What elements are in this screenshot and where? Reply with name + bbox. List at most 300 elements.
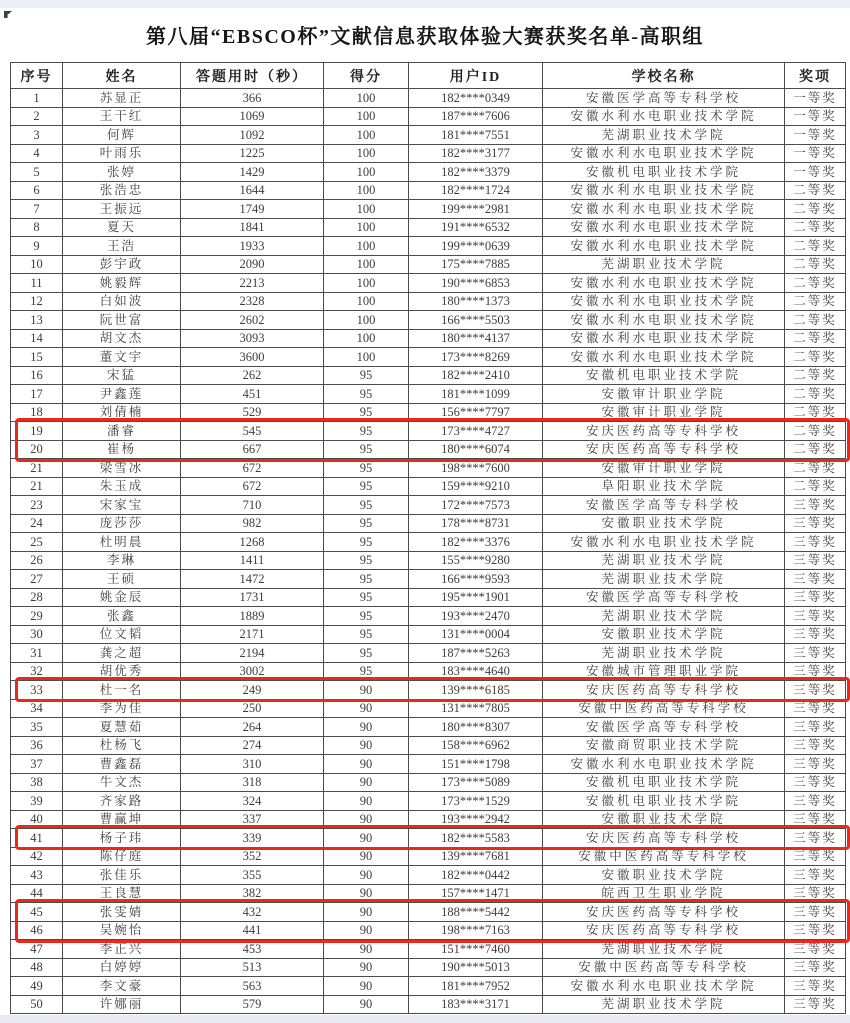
cell-time: 529 — [181, 403, 324, 422]
table-row — [11, 736, 846, 755]
cell-rank: 10 — [11, 255, 63, 274]
cell-name: 梁雪冰 — [63, 459, 181, 478]
cell-user-id: 182****2410 — [409, 366, 543, 385]
table-row — [11, 977, 846, 996]
cell-award: 三等奖 — [785, 514, 846, 533]
cell-rank: 46 — [11, 921, 63, 940]
cell-award: 三等奖 — [785, 570, 846, 589]
cell-name: 姚毅辉 — [63, 274, 181, 293]
cell-rank: 1 — [11, 89, 63, 108]
cell-rank: 19 — [11, 422, 63, 441]
cell-time: 2602 — [181, 311, 324, 330]
cell-rank: 5 — [11, 163, 63, 182]
cell-school: 芜湖职业技术学院 — [543, 570, 785, 589]
cell-award: 三等奖 — [785, 866, 846, 885]
cell-user-id: 151****1798 — [409, 755, 543, 774]
cell-name: 位文韬 — [63, 625, 181, 644]
column-header-user-id: 用户ID — [409, 63, 543, 89]
cell-name: 李正兴 — [63, 940, 181, 959]
cell-rank: 41 — [11, 829, 63, 848]
cell-school: 芜湖职业技术学院 — [543, 995, 785, 1014]
cell-time: 355 — [181, 866, 324, 885]
cell-rank: 9 — [11, 237, 63, 256]
cell-score: 90 — [324, 958, 409, 977]
cell-award: 二等奖 — [785, 440, 846, 459]
cell-name: 杜一名 — [63, 681, 181, 700]
cell-score: 100 — [324, 329, 409, 348]
cell-time: 2171 — [181, 625, 324, 644]
cell-score: 90 — [324, 829, 409, 848]
cell-user-id: 157****1471 — [409, 884, 543, 903]
cell-user-id: 131****0004 — [409, 625, 543, 644]
cell-award: 三等奖 — [785, 995, 846, 1014]
cell-award: 三等奖 — [785, 829, 846, 848]
cell-score: 100 — [324, 218, 409, 237]
top-edge-strip — [0, 0, 850, 8]
cell-user-id: 193****2942 — [409, 810, 543, 829]
cell-award: 二等奖 — [785, 477, 846, 496]
cell-user-id: 166****5503 — [409, 311, 543, 330]
cell-school: 安徽机电职业技术学院 — [543, 792, 785, 811]
table-row — [11, 329, 846, 348]
cell-time: 672 — [181, 459, 324, 478]
cell-rank: 4 — [11, 144, 63, 163]
cell-rank: 14 — [11, 329, 63, 348]
cell-score: 100 — [324, 163, 409, 182]
cell-school: 安庆医药高等专科学校 — [543, 829, 785, 848]
cell-time: 3600 — [181, 348, 324, 367]
cell-score: 95 — [324, 422, 409, 441]
cell-time: 2090 — [181, 255, 324, 274]
cell-award: 二等奖 — [785, 348, 846, 367]
cell-user-id: 180****4137 — [409, 329, 543, 348]
cell-name: 杜明晨 — [63, 533, 181, 552]
cell-score: 95 — [324, 662, 409, 681]
cell-user-id: 131****7805 — [409, 699, 543, 718]
cell-school: 安庆医药高等专科学校 — [543, 921, 785, 940]
cell-award: 二等奖 — [785, 237, 846, 256]
cell-rank: 18 — [11, 403, 63, 422]
cell-award: 二等奖 — [785, 218, 846, 237]
cell-school: 安徽水利水电职业技术学院 — [543, 533, 785, 552]
table-row — [11, 903, 846, 922]
cell-time: 1644 — [181, 181, 324, 200]
cell-user-id: 159****9210 — [409, 477, 543, 496]
cell-user-id: 156****7797 — [409, 403, 543, 422]
cell-award: 二等奖 — [785, 181, 846, 200]
cell-score: 90 — [324, 755, 409, 774]
cell-score: 95 — [324, 477, 409, 496]
cell-score: 95 — [324, 551, 409, 570]
cell-score: 90 — [324, 718, 409, 737]
cell-user-id: 181****7952 — [409, 977, 543, 996]
cell-school: 安庆医药高等专科学校 — [543, 681, 785, 700]
cell-time: 1225 — [181, 144, 324, 163]
cell-name: 尹鑫莲 — [63, 385, 181, 404]
cell-name: 庞莎莎 — [63, 514, 181, 533]
cell-user-id: 182****0349 — [409, 89, 543, 108]
table-row — [11, 958, 846, 977]
table-row — [11, 607, 846, 626]
cell-school: 安徽机电职业技术学院 — [543, 773, 785, 792]
cell-name: 杨子玮 — [63, 829, 181, 848]
cell-name: 杜杨飞 — [63, 736, 181, 755]
cell-school: 芜湖职业技术学院 — [543, 940, 785, 959]
cell-award: 三等奖 — [785, 496, 846, 515]
cell-school: 安徽水利水电职业技术学院 — [543, 144, 785, 163]
cell-rank: 31 — [11, 644, 63, 663]
cell-award: 三等奖 — [785, 810, 846, 829]
cell-award: 二等奖 — [785, 255, 846, 274]
cell-name: 张雯婧 — [63, 903, 181, 922]
table-row — [11, 181, 846, 200]
cell-school: 安徽水利水电职业技术学院 — [543, 274, 785, 293]
cell-name: 吴婉怡 — [63, 921, 181, 940]
cell-name: 齐家路 — [63, 792, 181, 811]
cell-score: 95 — [324, 514, 409, 533]
cell-name: 王浩 — [63, 237, 181, 256]
cell-rank: 23 — [11, 496, 63, 515]
cell-rank: 39 — [11, 792, 63, 811]
table-row — [11, 681, 846, 700]
table-row — [11, 440, 846, 459]
cell-name: 牛文杰 — [63, 773, 181, 792]
cell-school: 芜湖职业技术学院 — [543, 551, 785, 570]
cell-score: 100 — [324, 292, 409, 311]
table-row — [11, 699, 846, 718]
cell-school: 安徽水利水电职业技术学院 — [543, 218, 785, 237]
cell-time: 1411 — [181, 551, 324, 570]
cell-school: 芜湖职业技术学院 — [543, 607, 785, 626]
cell-award: 一等奖 — [785, 144, 846, 163]
cell-award: 三等奖 — [785, 736, 846, 755]
cell-award: 三等奖 — [785, 718, 846, 737]
cell-score: 100 — [324, 348, 409, 367]
cell-user-id: 199****0639 — [409, 237, 543, 256]
cell-score: 95 — [324, 496, 409, 515]
cell-award: 二等奖 — [785, 366, 846, 385]
cell-user-id: 139****7681 — [409, 847, 543, 866]
cell-user-id: 180****1373 — [409, 292, 543, 311]
column-header-score: 得分 — [324, 63, 409, 89]
cell-rank: 32 — [11, 662, 63, 681]
cell-school: 安徽审计职业学院 — [543, 459, 785, 478]
cell-time: 513 — [181, 958, 324, 977]
cell-user-id: 180****8307 — [409, 718, 543, 737]
cell-rank: 38 — [11, 773, 63, 792]
cell-user-id: 198****7600 — [409, 459, 543, 478]
cell-award: 三等奖 — [785, 903, 846, 922]
table-row — [11, 348, 846, 367]
cell-time: 545 — [181, 422, 324, 441]
cell-school: 安庆医药高等专科学校 — [543, 422, 785, 441]
cell-score: 100 — [324, 126, 409, 145]
table-row — [11, 163, 846, 182]
cell-score: 95 — [324, 403, 409, 422]
cell-rank: 25 — [11, 533, 63, 552]
cell-user-id: 181****1099 — [409, 385, 543, 404]
cell-school: 安徽机电职业技术学院 — [543, 366, 785, 385]
cell-score: 100 — [324, 107, 409, 126]
cell-name: 李文豪 — [63, 977, 181, 996]
page-title: 第八届“EBSCO杯”文献信息获取体验大赛获奖名单-高职组 — [146, 26, 704, 48]
table-row — [11, 644, 846, 663]
cell-user-id: 199****2981 — [409, 200, 543, 219]
cell-user-id: 181****7551 — [409, 126, 543, 145]
cell-school: 安徽水利水电职业技术学院 — [543, 755, 785, 774]
cell-rank: 26 — [11, 551, 63, 570]
cell-user-id: 166****9593 — [409, 570, 543, 589]
cell-time: 274 — [181, 736, 324, 755]
column-header-award: 奖项 — [785, 63, 846, 89]
cell-name: 彭宇政 — [63, 255, 181, 274]
cell-time: 1889 — [181, 607, 324, 626]
cell-rank: 48 — [11, 958, 63, 977]
cell-name: 潘睿 — [63, 422, 181, 441]
cell-school: 安庆医药高等专科学校 — [543, 440, 785, 459]
cell-rank: 28 — [11, 588, 63, 607]
cell-score: 95 — [324, 533, 409, 552]
cell-time: 382 — [181, 884, 324, 903]
cell-rank: 16 — [11, 366, 63, 385]
cell-score: 95 — [324, 644, 409, 663]
cell-user-id: 183****4640 — [409, 662, 543, 681]
cell-award: 三等奖 — [785, 644, 846, 663]
table-row — [11, 995, 846, 1014]
cell-user-id: 182****3177 — [409, 144, 543, 163]
cell-time: 250 — [181, 699, 324, 718]
cell-name: 夏天 — [63, 218, 181, 237]
cell-time: 3002 — [181, 662, 324, 681]
table-header — [11, 63, 846, 89]
table-row — [11, 477, 846, 496]
cell-time: 432 — [181, 903, 324, 922]
table-row — [11, 718, 846, 737]
cell-award: 二等奖 — [785, 403, 846, 422]
table-row — [11, 366, 846, 385]
table-row — [11, 884, 846, 903]
cell-score: 90 — [324, 773, 409, 792]
cell-name: 阮世富 — [63, 311, 181, 330]
column-header-rank: 序号 — [11, 63, 63, 89]
cell-score: 90 — [324, 884, 409, 903]
cell-school: 安庆医药高等专科学校 — [543, 903, 785, 922]
cell-time: 249 — [181, 681, 324, 700]
cell-rank: 36 — [11, 736, 63, 755]
cell-name: 崔杨 — [63, 440, 181, 459]
table-row — [11, 829, 846, 848]
cell-user-id: 182****3376 — [409, 533, 543, 552]
cell-user-id: 139****6185 — [409, 681, 543, 700]
cell-time: 2213 — [181, 274, 324, 293]
table-row — [11, 755, 846, 774]
cell-user-id: 173****8269 — [409, 348, 543, 367]
cell-award: 三等奖 — [785, 551, 846, 570]
cell-time: 1933 — [181, 237, 324, 256]
cell-rank: 29 — [11, 607, 63, 626]
table-row — [11, 588, 846, 607]
cell-school: 安徽水利水电职业技术学院 — [543, 200, 785, 219]
cell-user-id: 193****2470 — [409, 607, 543, 626]
cell-school: 安徽商贸职业技术学院 — [543, 736, 785, 755]
cell-name: 王良慧 — [63, 884, 181, 903]
header-row — [11, 63, 846, 89]
cell-award: 三等奖 — [785, 681, 846, 700]
table-row — [11, 514, 846, 533]
cell-user-id: 178****8731 — [409, 514, 543, 533]
cell-award: 三等奖 — [785, 940, 846, 959]
cell-score: 90 — [324, 847, 409, 866]
table-row — [11, 403, 846, 422]
cell-school: 安徽水利水电职业技术学院 — [543, 311, 785, 330]
cell-award: 二等奖 — [785, 292, 846, 311]
cell-name: 张婷 — [63, 163, 181, 182]
cell-school: 安徽中医药高等专科学校 — [543, 847, 785, 866]
cell-rank: 12 — [11, 292, 63, 311]
cell-user-id: 175****7885 — [409, 255, 543, 274]
cell-award: 三等奖 — [785, 625, 846, 644]
cell-rank: 37 — [11, 755, 63, 774]
cell-time: 262 — [181, 366, 324, 385]
cell-rank: 21 — [11, 477, 63, 496]
cell-school: 安徽中医药高等专科学校 — [543, 958, 785, 977]
cell-score: 100 — [324, 255, 409, 274]
cell-name: 姚金辰 — [63, 588, 181, 607]
cell-name: 王振远 — [63, 200, 181, 219]
cell-user-id: 195****1901 — [409, 588, 543, 607]
cell-school: 安徽水利水电职业技术学院 — [543, 348, 785, 367]
table-row — [11, 311, 846, 330]
cell-score: 95 — [324, 588, 409, 607]
cell-time: 710 — [181, 496, 324, 515]
cell-award: 二等奖 — [785, 422, 846, 441]
cell-name: 张浩忠 — [63, 181, 181, 200]
cell-award: 二等奖 — [785, 311, 846, 330]
cell-score: 100 — [324, 181, 409, 200]
table-row — [11, 237, 846, 256]
cell-user-id: 180****6074 — [409, 440, 543, 459]
cell-score: 95 — [324, 385, 409, 404]
cell-school: 安徽医学高等专科学校 — [543, 89, 785, 108]
cell-award: 三等奖 — [785, 662, 846, 681]
cell-name: 李琳 — [63, 551, 181, 570]
cell-award: 二等奖 — [785, 385, 846, 404]
table-row — [11, 570, 846, 589]
column-header-school: 学校名称 — [543, 63, 785, 89]
cell-school: 安徽医学高等专科学校 — [543, 718, 785, 737]
cell-name: 宋猛 — [63, 366, 181, 385]
cell-award: 三等奖 — [785, 533, 846, 552]
cell-rank: 17 — [11, 385, 63, 404]
cell-time: 1092 — [181, 126, 324, 145]
cell-score: 100 — [324, 237, 409, 256]
cell-award: 二等奖 — [785, 329, 846, 348]
cell-time: 453 — [181, 940, 324, 959]
cell-award: 三等奖 — [785, 958, 846, 977]
cell-time: 366 — [181, 89, 324, 108]
cell-school: 安徽医学高等专科学校 — [543, 588, 785, 607]
cell-time: 1268 — [181, 533, 324, 552]
cell-time: 337 — [181, 810, 324, 829]
cell-school: 安徽水利水电职业技术学院 — [543, 237, 785, 256]
cell-school: 安徽城市管理职业学院 — [543, 662, 785, 681]
table-row — [11, 144, 846, 163]
cell-name: 张鑫 — [63, 607, 181, 626]
table-row — [11, 126, 846, 145]
cell-score: 90 — [324, 699, 409, 718]
cell-time: 339 — [181, 829, 324, 848]
cell-time: 1841 — [181, 218, 324, 237]
table-row — [11, 496, 846, 515]
cell-award: 三等奖 — [785, 773, 846, 792]
cell-school: 安徽职业技术学院 — [543, 514, 785, 533]
cell-name: 朱玉成 — [63, 477, 181, 496]
cell-user-id: 158****6962 — [409, 736, 543, 755]
cell-school: 安徽职业技术学院 — [543, 810, 785, 829]
table-row — [11, 847, 846, 866]
cell-rank: 13 — [11, 311, 63, 330]
cell-name: 叶雨乐 — [63, 144, 181, 163]
cell-rank: 8 — [11, 218, 63, 237]
cell-user-id: 155****9280 — [409, 551, 543, 570]
table-row — [11, 459, 846, 478]
cell-score: 95 — [324, 625, 409, 644]
cell-school: 安徽医学高等专科学校 — [543, 496, 785, 515]
cell-school: 安徽水利水电职业技术学院 — [543, 292, 785, 311]
cell-time: 264 — [181, 718, 324, 737]
cell-award: 三等奖 — [785, 699, 846, 718]
cell-name: 许娜丽 — [63, 995, 181, 1014]
cell-score: 90 — [324, 940, 409, 959]
cell-rank: 3 — [11, 126, 63, 145]
cell-award: 一等奖 — [785, 107, 846, 126]
cell-name: 曹赢坤 — [63, 810, 181, 829]
cell-award: 三等奖 — [785, 607, 846, 626]
cell-award: 二等奖 — [785, 200, 846, 219]
cell-user-id: 173****1529 — [409, 792, 543, 811]
table-row — [11, 792, 846, 811]
cell-rank: 2 — [11, 107, 63, 126]
table-row — [11, 551, 846, 570]
cell-user-id: 187****5263 — [409, 644, 543, 663]
results-table — [10, 62, 846, 1014]
cell-user-id: 182****0442 — [409, 866, 543, 885]
cell-rank: 50 — [11, 995, 63, 1014]
cell-user-id: 151****7460 — [409, 940, 543, 959]
cell-score: 100 — [324, 144, 409, 163]
cell-user-id: 173****5089 — [409, 773, 543, 792]
table-row — [11, 533, 846, 552]
cell-school: 阜阳职业技术学院 — [543, 477, 785, 496]
cell-time: 579 — [181, 995, 324, 1014]
cell-name: 王硕 — [63, 570, 181, 589]
table-row — [11, 662, 846, 681]
cell-user-id: 190****5013 — [409, 958, 543, 977]
cell-name: 刘倩楠 — [63, 403, 181, 422]
cell-user-id: 182****5583 — [409, 829, 543, 848]
column-header-name: 姓名 — [63, 63, 181, 89]
cell-school: 安徽中医药高等专科学校 — [543, 699, 785, 718]
table-row — [11, 625, 846, 644]
results-table-container — [10, 62, 845, 1014]
cell-score: 90 — [324, 866, 409, 885]
cell-name: 白如波 — [63, 292, 181, 311]
cell-time: 318 — [181, 773, 324, 792]
table-row — [11, 940, 846, 959]
cell-rank: 34 — [11, 699, 63, 718]
table-row — [11, 255, 846, 274]
cell-school: 皖西卫生职业学院 — [543, 884, 785, 903]
